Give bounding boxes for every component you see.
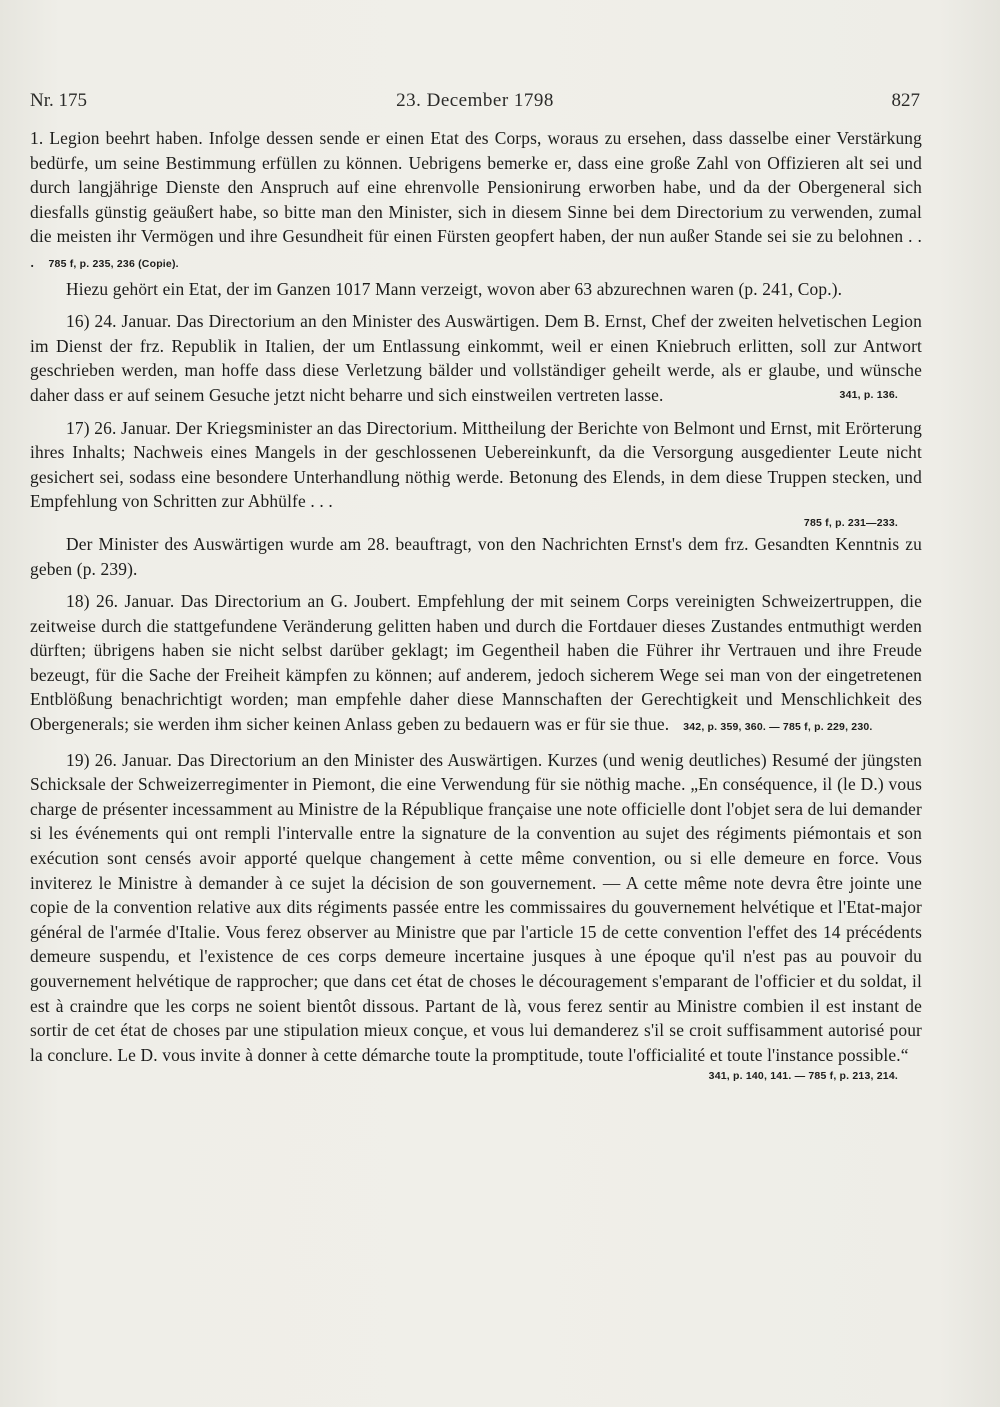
- paragraph-gap: [30, 581, 922, 589]
- paragraph-text: 18) 26. Januar. Das Directorium an G. Joubert. Empfehlung der mit seinem Corps vereinigten Schweizertruppen, die zeitweise durch die stattgefundene Veränderung gelitten haben und durch die Fortdauer dieses Zustandes entmuthigt werden dürften; übrigens haben sie nicht selbst darüber geklagt; im Gegentheil haben die Führer ihr Vertrauen und ihre Freude bezeugt, für die Sache der Freiheit kämpfen zu können; auf anderem, jedoch sicherem Wege sei man von der eingetretenen Entblößung benachrichtigt worden; man empfehle daher diese Mannschaften der Gerechtigkeit und Menschlichkeit des Obergenerals; sie werden ihm sicher keinen Anlass geben zu bedauern was er für sie thue.: [30, 591, 922, 735]
- page-number: 827: [891, 90, 920, 111]
- paragraph-continuation: [30, 126, 922, 277]
- paragraph-text: 16) 24. Januar. Das Directorium an den Minister des Auswärtigen. Dem B. Ernst, Chef der zweiten helvetischen Legion im Dienst der frz. Republik in Italien, der um Entlassung einkommt, weil er einen Kniebruch erlitten, soll zur Antwort geschrieben werden, man hoffe dass diese Verletzung bälder und vollständiger geheilt werde, als er glaube, und wünsche daher dass er auf seinem Gesuche jetzt nicht beharre und sich einstweilen vertreten lasse.: [30, 311, 922, 405]
- entry-16: [30, 309, 922, 407]
- paragraph-gap: [30, 301, 922, 309]
- paragraph-text: 19) 26. Januar. Das Directorium an den Minister des Auswärtigen. Kurzes (und wenig deutliches) Resumé der jüngsten Schicksale der Schweizerregimenter in Piemont, die eine Verwendung für sie nöthig mache. „En conséquence, il (le D.) vous charge de présenter incessamment au Ministre de la République française une note officielle dont l'objet sera de lui demander si les événements qui ont rempli l'intervalle entre la signature de la convention au sujet des régiments piémontais et son exécution sont censés avoir apporté quelque changement à cette même convention, ou si elle demeure en force. Vous inviterez le Ministre à demander à ce sujet la décision de son gouvernement. — A cette même note devra être jointe une copie de la convention relative aux dits régiments passée entre les commissaires du gouvernement helvétique et l'Etat-major général de l'armée d'Italie. Vous ferez observer au Ministre que par l'article 15 de cette convention l'effet des 14 précédents demeure suspendu, et l'existence de ces corps demeure incertaine jusques à une époque qu'il n'est pas au pouvoir du gouvernement helvétique de rapprocher; que dans cet état de choses le découragement s'emparant de l'officier et du soldat, il est à craindre que les corps ne soient bientôt dissous. Partant de là, vous ferez sentir au Ministre combien il est instant de sortir de cet état de choses par une stipulation mieux conçue, et vous lui demanderez s'il se croit suffisamment autorisé pour la conclure. Le D. vous invite à donner à cette démarche toute la promptitude, toute l'officialité et toute l'instance possible.“: [30, 749, 922, 1065]
- source-reference: 341, p. 140, 141. — 785 f, p. 213, 214.: [708, 1070, 898, 1083]
- page-body: [30, 126, 922, 1085]
- source-reference: 342, p. 359, 360. — 785 f, p. 229, 230.: [683, 721, 873, 734]
- paragraph-text: Der Minister des Auswärtigen wurde am 28. beauftragt, von den Nachrichten Ernst's dem frz. Gesandten Kenntnis zu geben (p. 239).: [30, 533, 922, 579]
- paragraph-text: 17) 26. Januar. Der Kriegsminister an das Directorium. Mittheilung der Berichte von Belmont und Ernst, mit Erörterung ihres Inhalts; Nachweis eines Mangels in der geschlossenen Uebereinkunft, da die Versorgung ausgedienter Leute nicht gesichert sei, sodass eine besondere Unterhandlung nöthig werde. Betonung des Elends, in dem diese Truppen stecken, und Empfehlung von Schritten zur Abhülfe . . .: [30, 417, 922, 512]
- document-date: 23. December 1798: [396, 90, 554, 111]
- source-reference: 785 f, p. 235, 236 (Copie).: [48, 257, 179, 270]
- paragraph-note: [30, 277, 922, 302]
- entry-19: [30, 748, 922, 1068]
- entry-17: [30, 416, 922, 514]
- source-reference: 785 f, p. 231—233.: [803, 516, 898, 529]
- paragraph-gap: [30, 408, 922, 416]
- entry-18: [30, 589, 922, 740]
- document-number: Nr. 175: [30, 90, 87, 111]
- paragraph-note: [30, 532, 922, 581]
- paragraph-gap: [30, 740, 922, 748]
- paragraph-text: Hiezu gehört ein Etat, der im Ganzen 1017 Mann verzeigt, wovon aber 63 abzurechnen waren (p. 241, Cop.).: [66, 278, 843, 299]
- source-reference: 341, p. 136.: [839, 388, 898, 401]
- page-header: [30, 90, 920, 114]
- paragraph-text: 1. Legion beehrt haben. Infolge dessen sende er einen Etat des Corps, woraus zu ersehen, dass dasselbe einer Verstärkung bedürfe, um seine Bestimmung erfüllen zu können. Uebrigens bemerke er, dass eine große Zahl von Offizieren alt sei und durch langjährige Dienste den Anspruch auf eine ehrenvolle Pensionirung erworben habe, und da der Obergeneral sich diesfalls günstig geäußert habe, so bitte man den Minister, sich in diesem Sinne bei dem Directorium zu verwenden, zumal die meisten ihr Vermögen und ihre Gesundheit für einen Fürsten geopfert haben, der nun außer Stande sei sie zu belohnen . . .: [30, 128, 922, 271]
